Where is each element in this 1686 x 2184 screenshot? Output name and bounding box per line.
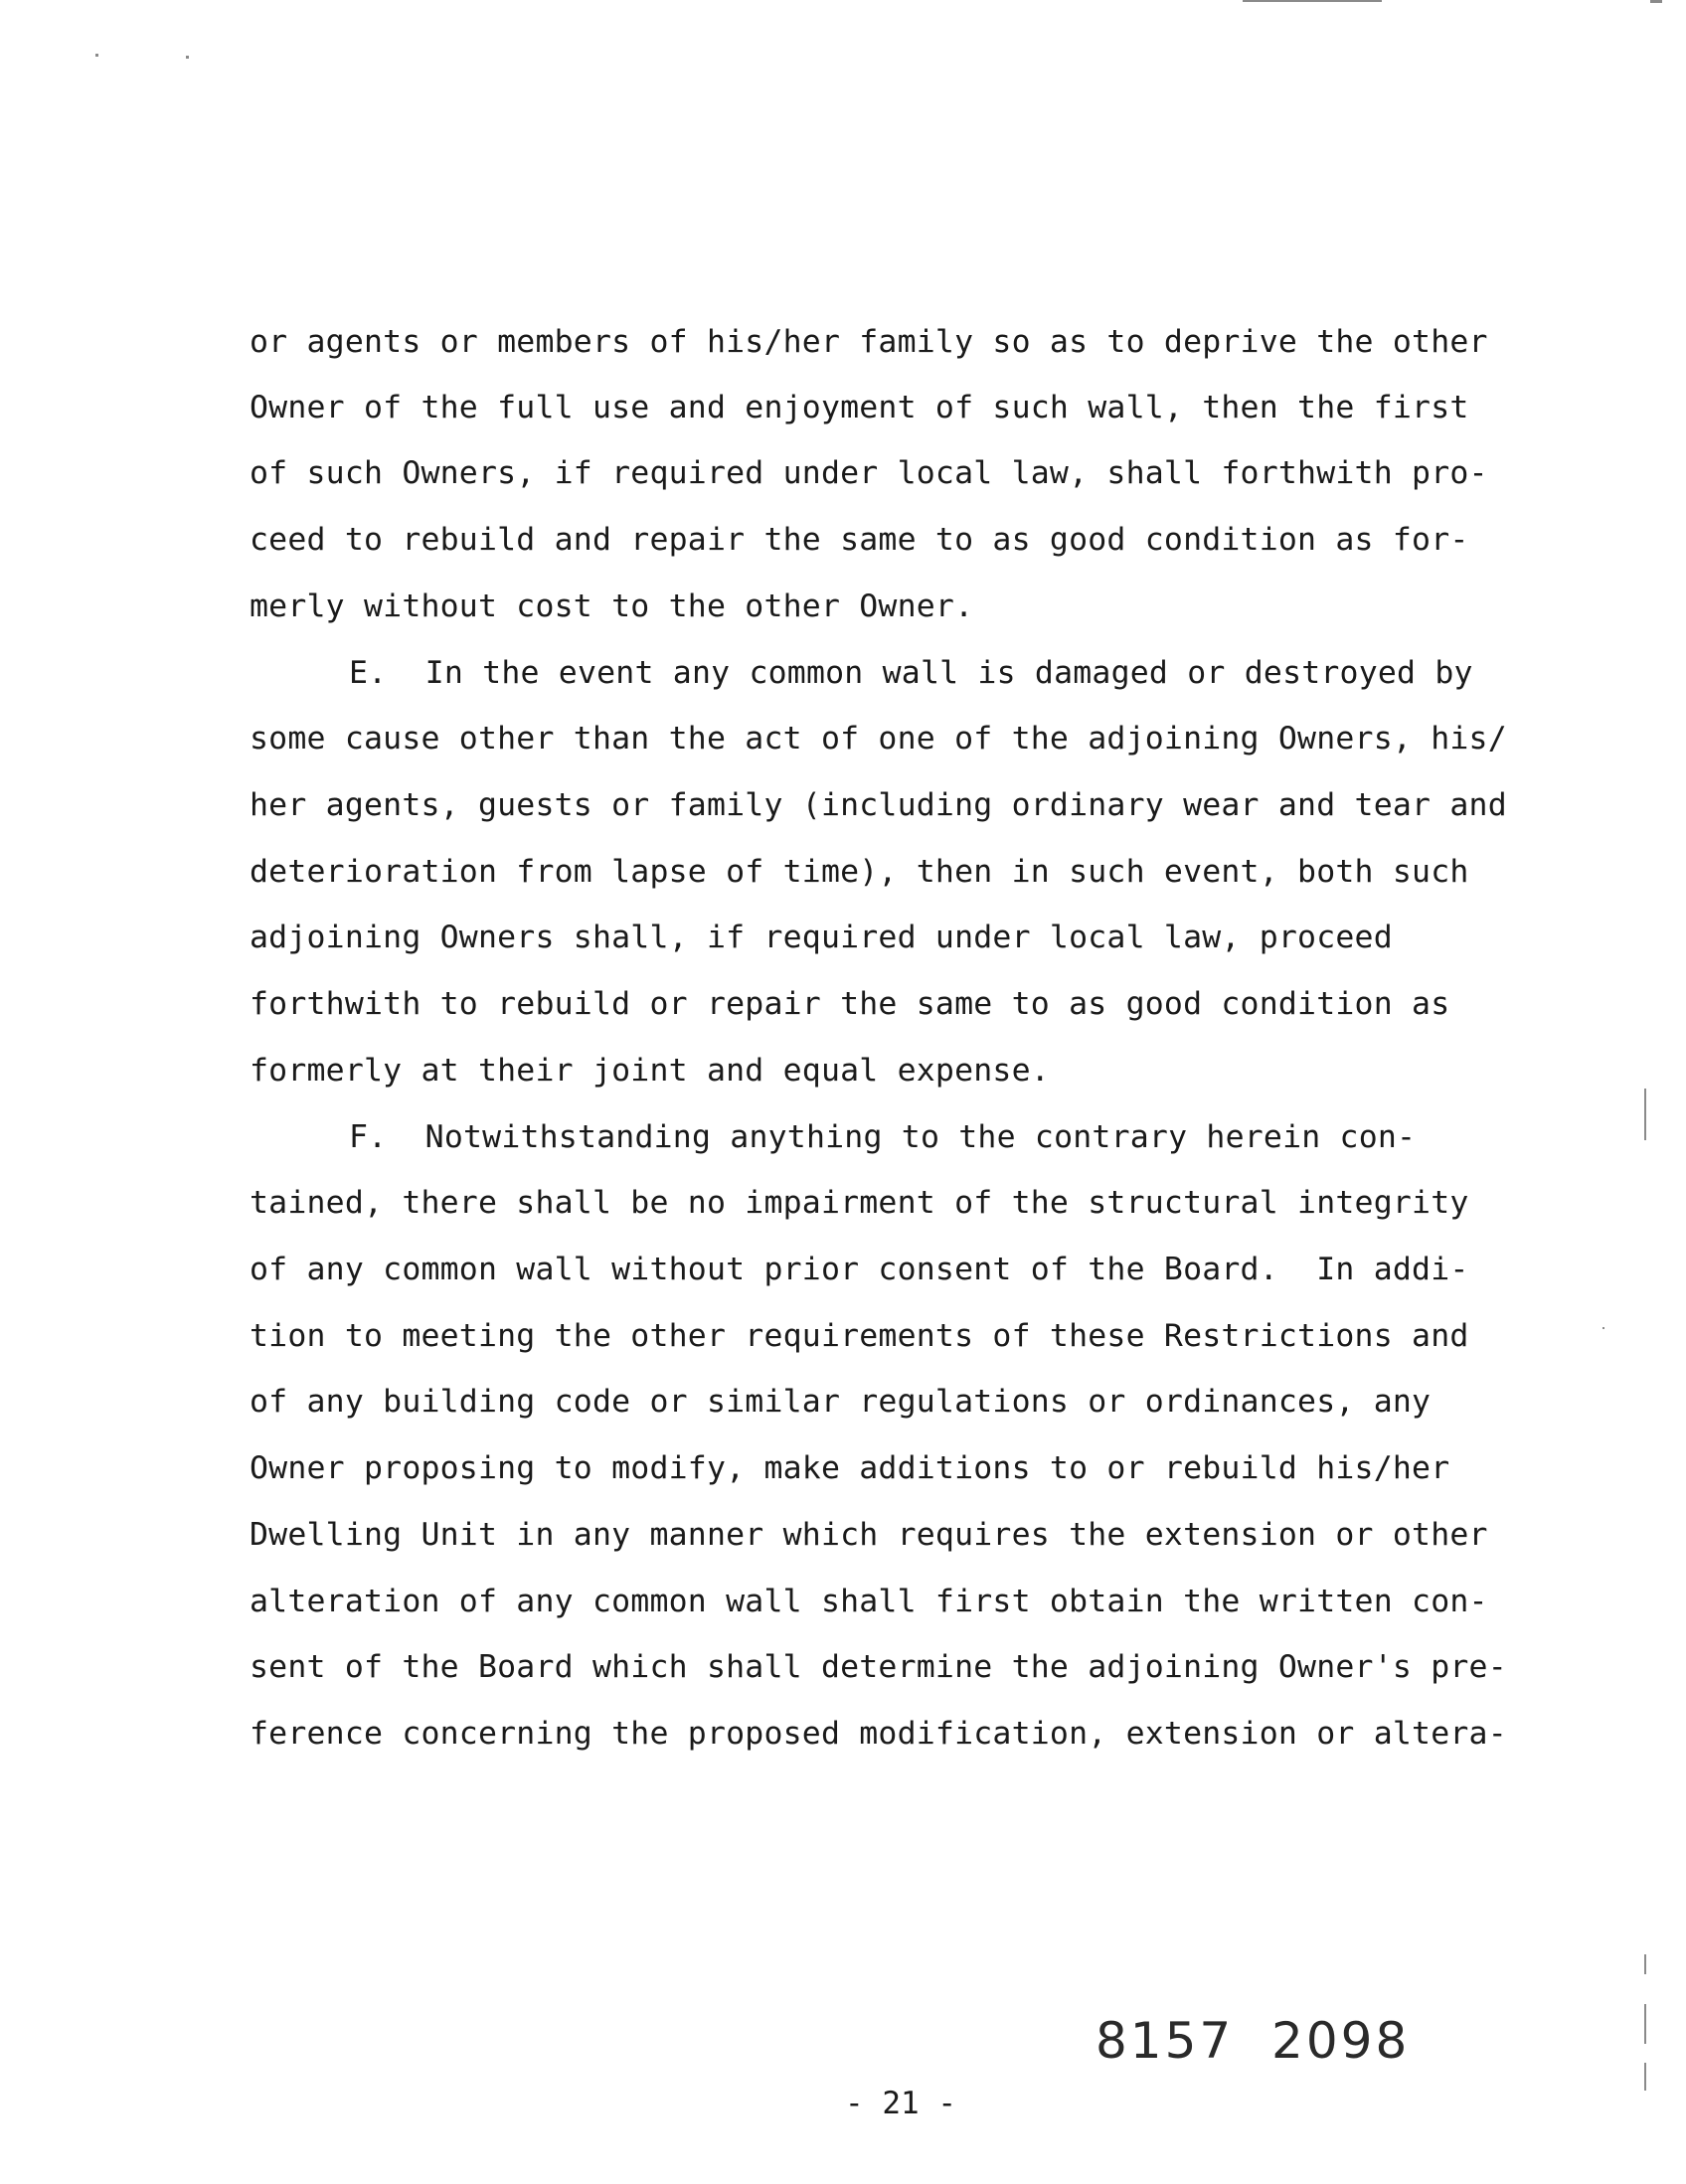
text-line: formerly at their joint and equal expense. bbox=[250, 1053, 1050, 1089]
text-line: Owner proposing to modify, make additions to or rebuild his/her bbox=[250, 1450, 1450, 1486]
scan-speck bbox=[186, 56, 189, 59]
text-line: tion to meeting the other requirements of these Restrictions and bbox=[250, 1318, 1469, 1354]
book-page-stamp: 8157 2098 bbox=[1096, 2012, 1411, 2070]
text-line: her agents, guests or family (including ordinary wear and tear and bbox=[250, 787, 1507, 823]
text-line: adjoining Owners shall, if required under local law, proceed bbox=[250, 920, 1393, 955]
text-line: deterioration from lapse of time), then in such event, both such bbox=[250, 854, 1469, 890]
text-line: alteration of any common wall shall first obtain the written con- bbox=[250, 1584, 1488, 1619]
text-line: Dwelling Unit in any manner which requires the extension or other bbox=[250, 1517, 1488, 1553]
text-line: of any common wall without prior consent of the Board. In addi- bbox=[250, 1252, 1469, 1287]
paragraph-f-first-line: F. Notwithstanding anything to the contrary herein con- bbox=[349, 1119, 1417, 1155]
text-line: some cause other than the act of one of the adjoining Owners, his/ bbox=[250, 721, 1507, 756]
text-line: or agents or members of his/her family so as to deprive the other bbox=[250, 324, 1488, 360]
text-line: sent of the Board which shall determine the adjoining Owner's pre- bbox=[250, 1649, 1507, 1685]
scan-edge-mark bbox=[1650, 0, 1662, 3]
text-line: forthwith to rebuild or repair the same to as good condition as bbox=[250, 986, 1450, 1022]
text-line: ceed to rebuild and repair the same to as good condition as for- bbox=[250, 522, 1469, 558]
scan-edge-mark bbox=[1644, 2063, 1646, 2091]
scan-edge-mark bbox=[1644, 1954, 1646, 1974]
page-number: - 21 - bbox=[845, 2086, 956, 2121]
text-line: of such Owners, if required under local law, shall forthwith pro- bbox=[250, 455, 1488, 491]
text-line: Owner of the full use and enjoyment of such wall, then the first bbox=[250, 390, 1469, 425]
text-line: tained, there shall be no impairment of the structural integrity bbox=[250, 1185, 1469, 1221]
scan-edge-mark bbox=[1644, 1089, 1646, 1140]
scan-edge-mark bbox=[1644, 2004, 1646, 2044]
scan-speck bbox=[95, 54, 98, 57]
scan-edge-mark bbox=[1243, 0, 1382, 2]
scan-speck bbox=[1602, 1327, 1604, 1329]
paragraph-e-first-line: E. In the event any common wall is damaged or destroyed by bbox=[349, 655, 1473, 691]
text-line: of any building code or similar regulations or ordinances, any bbox=[250, 1384, 1432, 1420]
text-line: ference concerning the proposed modification, extension or altera- bbox=[250, 1716, 1507, 1752]
text-line: merly without cost to the other Owner. bbox=[250, 588, 974, 624]
